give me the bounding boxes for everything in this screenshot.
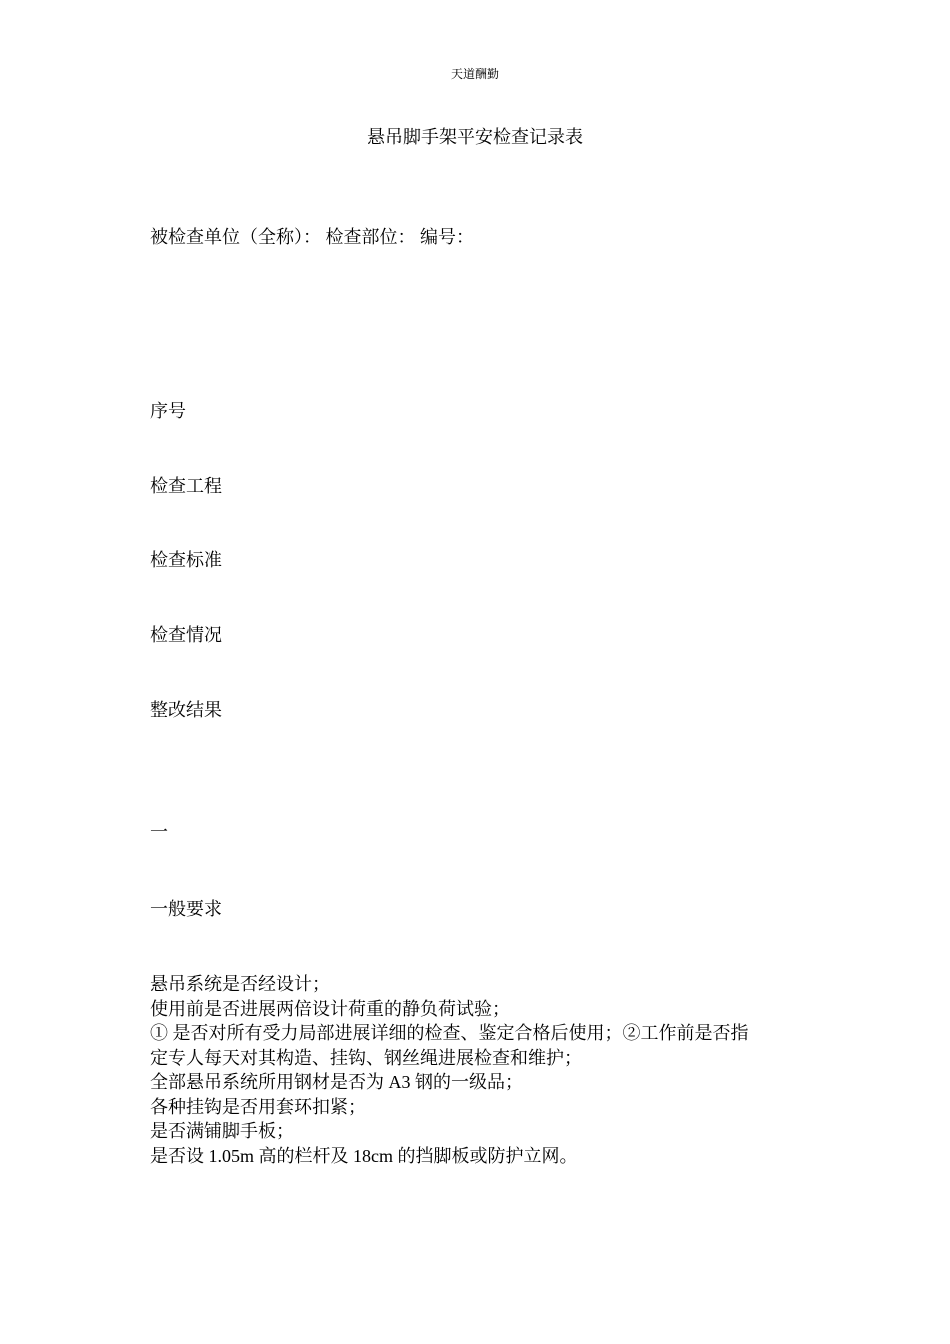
column-header-number: 序号 — [150, 401, 186, 421]
standard-line: 全部悬吊系统所用钢材是否为 A3 钢的一级品； — [150, 1072, 523, 1092]
column-header-standard: 检查标准 — [150, 550, 222, 570]
standard-line: 是否设 1.05m 高的栏杆及 18cm 的挡脚板或防护立网。 — [150, 1145, 578, 1166]
document-title: 悬吊脚手架平安检查记录表 — [367, 127, 583, 147]
standard-line: 悬吊系统是否经设计； — [150, 974, 330, 994]
standard-line: 使用前是否进展两倍设计荷重的静负荷试验； — [150, 998, 510, 1019]
section-name: 一般要求 — [150, 899, 222, 919]
standard-line: 是否满铺脚手板； — [150, 1121, 294, 1141]
standard-line: 各种挂钩是否用套环扣紧； — [150, 1096, 366, 1117]
standard-line: 定专人每天对其构造、挂钩、钢丝绳进展检查和维护； — [150, 1047, 582, 1068]
page-header: 天道酬勤 — [450, 67, 499, 81]
inspection-info-line: 被检查单位（全称）： 检查部位： 编号： — [150, 227, 474, 247]
standard-line: ① 是否对所有受力局部进展详细的检查、鉴定合格后使用；②工作前是否指 — [150, 1023, 749, 1043]
section-number: 一 — [150, 822, 168, 842]
column-header-item: 检查工程 — [150, 476, 222, 496]
inspection-standards — [150, 972, 790, 1168]
column-header-status: 检查情况 — [150, 625, 222, 645]
column-header-result: 整改结果 — [150, 700, 222, 720]
